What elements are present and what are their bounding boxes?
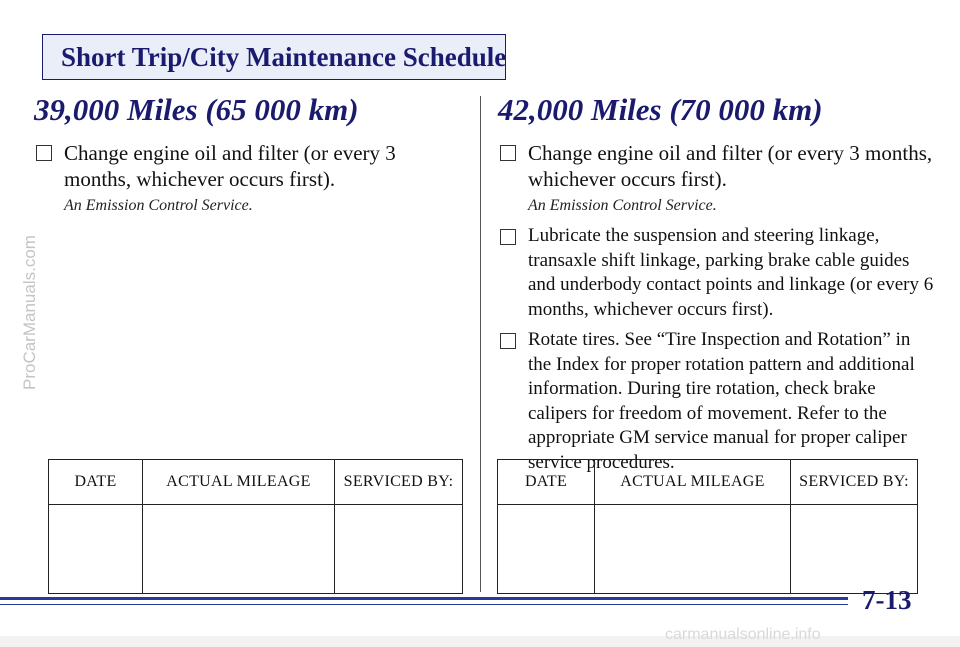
col-header-serviced-by: SERVICED BY:: [335, 460, 463, 505]
side-watermark-text: ProCarManuals.com: [20, 235, 39, 390]
footer-rule: [0, 597, 848, 600]
col-header-actual-mileage: ACTUAL MILEAGE: [595, 460, 791, 505]
serviced-by-entry-cell[interactable]: [335, 505, 463, 594]
page-number: 7-13: [862, 585, 912, 615]
left-item-1-note: An Emission Control Service.: [64, 197, 253, 214]
site-watermark: carmanualsonline.info: [665, 626, 821, 643]
checkbox-icon: [500, 145, 516, 161]
left-column-title: 39,000 Miles (65 000 km): [34, 92, 359, 127]
col-header-actual-mileage: ACTUAL MILEAGE: [143, 460, 335, 505]
right-item-1: [498, 140, 938, 192]
right-column: [498, 92, 938, 481]
left-item-1: [34, 140, 464, 192]
section-header-title: Short Trip/City Maintenance Schedule: [61, 42, 507, 72]
right-item-2-text: Lubricate the suspension and steering linkage, transaxle shift linkage, parking brake cable guides and underbody contact points and linkage (or every 6 months, whichever occurs first).: [528, 225, 934, 320]
checkbox-icon: [500, 229, 516, 245]
right-item-1-note: An Emission Control Service.: [528, 197, 717, 214]
left-column: [34, 92, 464, 224]
date-entry-cell[interactable]: [49, 505, 143, 594]
left-item-1-text: Change engine oil and filter (or every 3 months, whichever occurs first).: [64, 141, 396, 191]
left-service-log-table: [48, 459, 463, 594]
col-header-serviced-by: SERVICED BY:: [791, 460, 918, 505]
checkbox-icon: [36, 145, 52, 161]
right-service-log-table: [497, 459, 918, 594]
right-item-3: [498, 328, 938, 475]
right-item-3-text: Rotate tires. See “Tire Inspection and Rotation” in the Index for proper rotation pattern and additional information. During tire rotation, check brake calipers for freedom of movement. Refer to the appropriate GM service manual for proper caliper service procedures.: [528, 329, 915, 473]
checkbox-icon: [500, 333, 516, 349]
section-header: [42, 34, 506, 80]
side-watermark: [2, 160, 39, 420]
serviced-by-entry-cell[interactable]: [791, 505, 918, 594]
col-header-date: DATE: [498, 460, 595, 505]
col-header-date: DATE: [49, 460, 143, 505]
mileage-entry-cell[interactable]: [143, 505, 335, 594]
right-item-1-text: Change engine oil and filter (or every 3 months, whichever occurs first).: [528, 141, 933, 191]
right-item-2: [498, 224, 938, 322]
right-column-title: 42,000 Miles (70 000 km): [498, 92, 823, 127]
date-entry-cell[interactable]: [498, 505, 595, 594]
footer-rule-thin: [0, 604, 848, 605]
column-divider: [480, 96, 481, 592]
mileage-entry-cell[interactable]: [595, 505, 791, 594]
